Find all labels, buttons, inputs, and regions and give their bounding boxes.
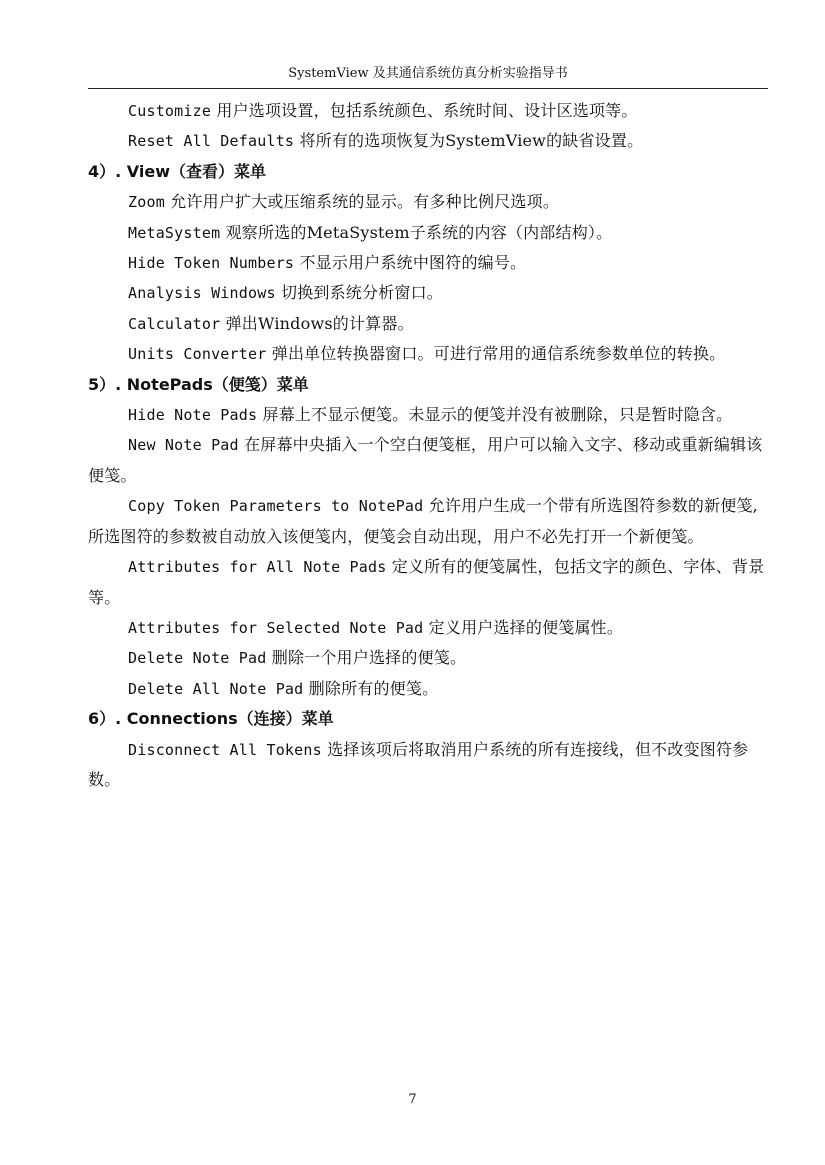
section-heading-view: 4）. View（查看）菜单 xyxy=(88,161,267,181)
paragraph-hide-note-pads: Hide Note Pads 屏幕上不显示便笺。未显示的便笺并没有被删除，只是暂时隐含。 xyxy=(128,405,733,425)
paragraph-analysis-windows: Analysis Windows 切换到系统分析窗口。 xyxy=(128,283,443,303)
running-header xyxy=(88,62,768,89)
section-heading-connections: 6）. Connections（连接）菜单 xyxy=(88,709,334,729)
paragraph-units-converter: Units Converter 弹出单位转换器窗口。可进行常用的通信系统参数单位的转换。 xyxy=(128,344,726,364)
paragraph-hide-token-numbers: Hide Token Numbers 不显示用户系统中图符的编号。 xyxy=(128,253,527,273)
paragraph-delete-note-pad: Delete Note Pad 删除一个用户选择的便笺。 xyxy=(128,648,467,668)
paragraph-disconnect-all-tokens: Disconnect All Tokens 选择该项后将取消用户系统的所有连接线，但不改变图符参数。 xyxy=(88,739,749,789)
page-number: 7 xyxy=(408,1092,417,1107)
paragraph-reset-all-defaults: Reset All Defaults 将所有的选项恢复为SystemView的缺省设置。 xyxy=(128,131,644,151)
paragraph-attributes-selected-note-pad: Attributes for Selected Note Pad 定义用户选择的便笺属性。 xyxy=(128,617,624,637)
paragraph-metasystem: MetaSystem 观察所选的MetaSystem子系统的内容（内部结构）。 xyxy=(128,222,613,242)
paragraph-customize: Customize 用户选项设置，包括系统颜色、系统时间、设计区选项等。 xyxy=(128,101,638,120)
paragraph-copy-token-parameters: Copy Token Parameters to NotePad 允许用户生成一个带有所选图符参数的新便笺,所选图符的参数被自动放入该便笺内，便笺会自动出现，用户不必先打开一个新便笺。 xyxy=(88,496,758,546)
paragraph-new-note-pad: New Note Pad 在屏幕中央插入一个空白便笺框，用户可以输入文字、移动或重新编辑该便笺。 xyxy=(88,435,763,485)
paragraph-calculator: Calculator 弹出Windows的计算器。 xyxy=(128,313,414,333)
document-body xyxy=(88,96,772,795)
paragraph-zoom: Zoom 允许用户扩大或压缩系统的显示。有多种比例尺选项。 xyxy=(128,192,560,212)
paragraph-attributes-all-note-pads: Attributes for All Note Pads 定义所有的便笺属性，包括文字的颜色、字体、背景等。 xyxy=(88,557,765,607)
header-title: SystemView 及其通信系统仿真分析实验指导书 xyxy=(288,66,568,81)
section-heading-notepads: 5）. NotePads（便笺）菜单 xyxy=(88,374,309,394)
paragraph-delete-all-note-pad: Delete All Note Pad 删除所有的便笺。 xyxy=(128,678,439,698)
